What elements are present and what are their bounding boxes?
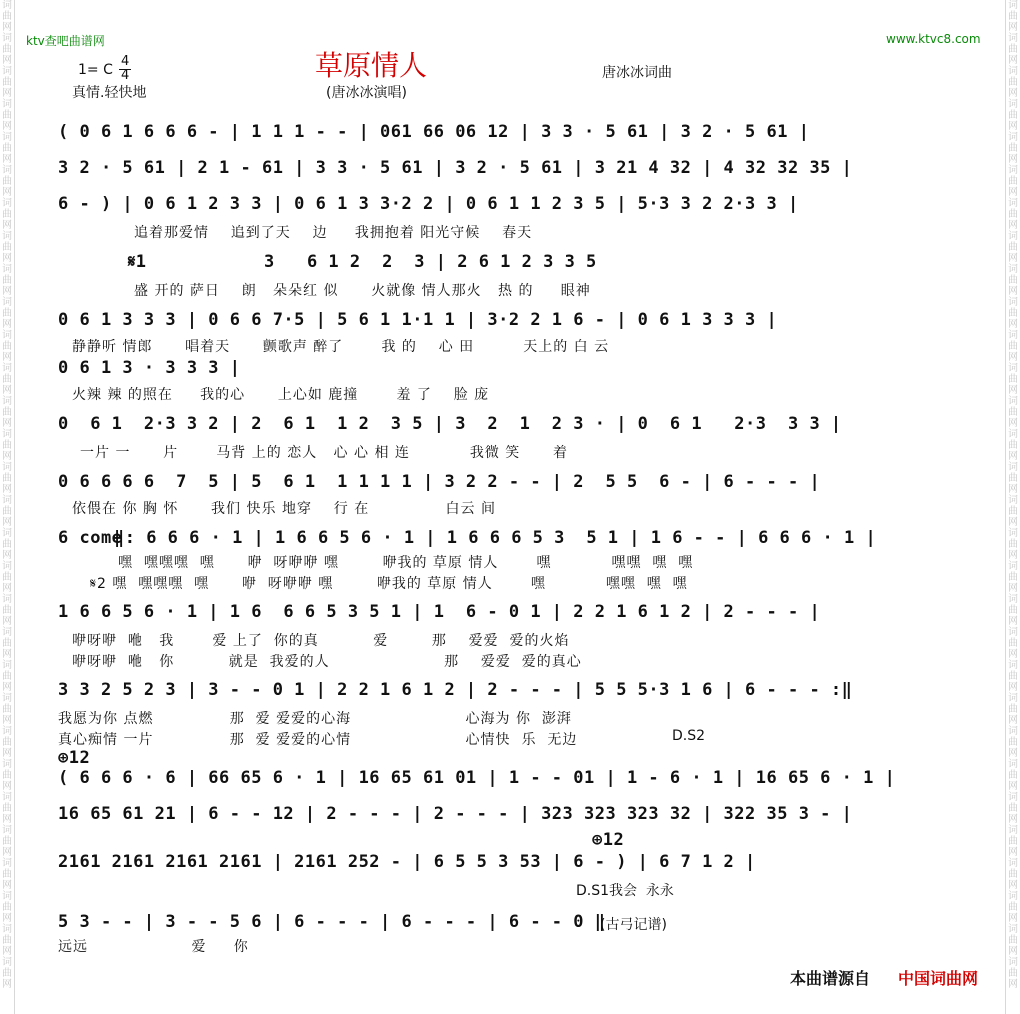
- transcriber-note: (古弓记谱): [600, 917, 667, 933]
- watermark-char: 网: [2, 121, 12, 132]
- watermark-char: 曲: [1008, 572, 1018, 583]
- watermark-char: 词: [1008, 330, 1018, 341]
- watermark-char: 网: [1008, 385, 1018, 396]
- watermark-char: 网: [1008, 847, 1018, 858]
- watermark-char: 曲: [1008, 770, 1018, 781]
- watermark-char: 网: [1008, 88, 1018, 99]
- watermark-char: 网: [2, 22, 12, 33]
- watermark-char: 曲: [1008, 638, 1018, 649]
- watermark-char: 曲: [2, 341, 12, 352]
- watermark-char: 网: [2, 484, 12, 495]
- watermark-char: 词: [1008, 891, 1018, 902]
- watermark-char: 网: [2, 451, 12, 462]
- lyric-row-10b: 咿呀咿 咃 你 就是 我爱的人 那 爱爱 爱的真心: [72, 654, 582, 670]
- watermark-char: 网: [1008, 220, 1018, 231]
- watermark-char: 词: [2, 924, 12, 935]
- watermark-char: 网: [2, 748, 12, 759]
- watermark-char: 词: [1008, 165, 1018, 176]
- watermark-char: 词: [2, 528, 12, 539]
- watermark-char: 网: [2, 253, 12, 264]
- watermark-char: 曲: [1008, 143, 1018, 154]
- watermark-char: 网: [2, 913, 12, 924]
- watermark-char: 网: [2, 55, 12, 66]
- watermark-char: 网: [2, 418, 12, 429]
- watermark-char: 网: [2, 946, 12, 957]
- watermark-char: 网: [2, 814, 12, 825]
- watermark-char: 网: [1008, 880, 1018, 891]
- watermark-char: 词: [2, 726, 12, 737]
- watermark-char: 曲: [1008, 242, 1018, 253]
- watermark-char: 网: [2, 583, 12, 594]
- watermark-char: 词: [1008, 693, 1018, 704]
- watermark-char: 曲: [2, 308, 12, 319]
- watermark-char: 曲: [1008, 209, 1018, 220]
- score-row-5: 0 6 1 3 3 3 | 0 6 6 7·5 | 5 6 1 1·1 1 | 3·2 2 1 6 - | 0 6 1 3 3 3 |: [58, 310, 778, 330]
- watermark-char: 网: [2, 154, 12, 165]
- watermark-char: 网: [1008, 451, 1018, 462]
- watermark-char: 词: [1008, 198, 1018, 209]
- watermark-char: 词: [1008, 594, 1018, 605]
- watermark-char: 网: [1008, 484, 1018, 495]
- watermark-char: 词: [1008, 264, 1018, 275]
- watermark-char: 曲: [2, 968, 12, 979]
- watermark-char: 曲: [2, 374, 12, 385]
- watermark-char: 词: [2, 858, 12, 869]
- watermark-char: 词: [1008, 495, 1018, 506]
- score-row-12: ( 6 6 6 · 6 | 66 65 6 · 1 | 16 65 61 01 | 1 - - 01 | 1 - 6 · 1 | 16 65 6 · 1 |: [58, 768, 896, 788]
- score-row-9: ‖: 6 6 6 · 1 | 1 6 6 5 6 · 1 | 1 6 6 6 5 3 5 1 | 1 6 - - | 6 6 6 · 1 |: [114, 528, 877, 548]
- watermark-char: 曲: [1008, 11, 1018, 22]
- watermark-char: 词: [2, 594, 12, 605]
- watermark-char: 词: [2, 957, 12, 968]
- lyric-row-10a: 咿呀咿 咃 我 爱 上了 你的真 爱 那 爱爱 爱的火焰: [72, 633, 570, 649]
- score-row-14: 2161 2161 2161 2161 | 2161 252 - | 6 5 5 3 53 | 6 - ) | 6 7 1 2 |: [58, 852, 756, 872]
- watermark-char: 网: [1008, 814, 1018, 825]
- watermark-char: 词: [2, 693, 12, 704]
- watermark-char: 词: [1008, 363, 1018, 374]
- watermark-char: 词: [2, 792, 12, 803]
- song-title: 草原情人: [315, 49, 428, 82]
- watermark-char: 词: [2, 396, 12, 407]
- score-row-7: 0 6 1 2·3 3 2 | 2 6 1 1 2 3 5 | 3 2 1 2 3 · | 0 6 1 2·3 3 3 |: [58, 414, 842, 434]
- watermark-char: 网: [2, 682, 12, 693]
- watermark-char: 曲: [2, 407, 12, 418]
- lyric-row-6: 火辣 辣 的照在 我的心 上心如 鹿撞 羞 了 脸 庞: [72, 387, 490, 403]
- watermark-char: 词: [1008, 957, 1018, 968]
- site-url-right[interactable]: www.ktvc8.com: [886, 32, 981, 46]
- watermark-char: 曲: [1008, 704, 1018, 715]
- watermark-char: 网: [1008, 715, 1018, 726]
- watermark-char: 词: [2, 462, 12, 473]
- watermark-char: 曲: [2, 935, 12, 946]
- watermark-char: 曲: [1008, 671, 1018, 682]
- watermark-char: 曲: [1008, 836, 1018, 847]
- watermark-char: 词: [1008, 99, 1018, 110]
- watermark-char: 网: [2, 550, 12, 561]
- watermark-char: 词: [1008, 858, 1018, 869]
- watermark-char: 词: [2, 363, 12, 374]
- watermark-char: 曲: [2, 506, 12, 517]
- watermark-char: 曲: [1008, 341, 1018, 352]
- coda-mark-1: ⊕12: [58, 748, 91, 768]
- time-signature-top: 4: [121, 54, 130, 69]
- watermark-char: 曲: [2, 143, 12, 154]
- watermark-char: 词: [2, 165, 12, 176]
- watermark-char: 曲: [1008, 506, 1018, 517]
- watermark-char: 曲: [2, 209, 12, 220]
- watermark-char: 曲: [2, 440, 12, 451]
- watermark-char: 网: [2, 847, 12, 858]
- watermark-char: 词: [2, 99, 12, 110]
- watermark-char: 网: [2, 715, 12, 726]
- watermark-char: 网: [1008, 682, 1018, 693]
- watermark-char: 词: [1008, 231, 1018, 242]
- score-row-6: 0 6 1 3 · 3 3 3 |: [58, 358, 241, 378]
- lyric-row-4: 盛 开的 萨日 朗 朵朵红 似 火就像 情人那火 热 的 眼神: [134, 283, 591, 299]
- lyric-row-7: 一片 一 片 马背 上的 恋人 心 心 相 连 我微 笑 着: [80, 445, 569, 461]
- watermark-char: 词: [2, 198, 12, 209]
- watermark-char: 曲: [2, 242, 12, 253]
- watermark-char: 曲: [1008, 77, 1018, 88]
- lyric-row-5: 静静听 情郎 唱着天 颤歌声 醉了 我 的 心 田 天上的 白 云: [72, 339, 610, 355]
- watermark-char: 网: [1008, 616, 1018, 627]
- watermark-char: 曲: [2, 671, 12, 682]
- watermark-char: 曲: [1008, 110, 1018, 121]
- site-name-left[interactable]: ktv查吧曲谱网: [26, 34, 105, 48]
- score-row-3: 6 - ) | 0 6 1 2 3 3 | 0 6 1 3 3·2 2 | 0 6 1 1 2 3 5 | 5·3 3 2 2·3 3 |: [58, 194, 799, 214]
- watermark-char: 曲: [1008, 308, 1018, 319]
- source-site-link[interactable]: 中国词曲网: [898, 969, 979, 988]
- score-row-11: 3 3 2 5 2 3 | 3 - - 0 1 | 2 2 1 6 1 2 | 2 - - - | 5 5 5·3 1 6 | 6 - - - :‖: [58, 680, 853, 700]
- watermark-char: 曲: [2, 572, 12, 583]
- watermark-char: 网: [2, 319, 12, 330]
- watermark-char: 网: [2, 781, 12, 792]
- watermark-char: 曲: [1008, 737, 1018, 748]
- watermark-char: 网: [1008, 286, 1018, 297]
- watermark-char: 词: [1008, 660, 1018, 671]
- score-row-9-lead: 6 come: [58, 528, 123, 548]
- watermark-char: 词: [1008, 528, 1018, 539]
- watermark-char: 曲: [1008, 869, 1018, 880]
- watermark-char: 词: [1008, 627, 1018, 638]
- watermark-char: 词: [1008, 132, 1018, 143]
- watermark-char: 网: [1008, 55, 1018, 66]
- watermark-char: 词: [2, 825, 12, 836]
- score-row-1: ( 0 6 1 6 6 6 - | 1 1 1 - - | 061 66 06 12 | 3 3 · 5 61 | 3 2 · 5 61 |: [58, 122, 810, 142]
- lyric-row-11a: 我愿为你 点燃 那 爱 爱爱的心海 心海为 你 澎湃: [58, 711, 572, 727]
- watermark-char: 曲: [2, 110, 12, 121]
- watermark-char: 词: [2, 0, 12, 11]
- watermark-char: 曲: [2, 44, 12, 55]
- watermark-char: 曲: [1008, 473, 1018, 484]
- watermark-char: 曲: [1008, 803, 1018, 814]
- watermark-char: 词: [2, 561, 12, 572]
- watermark-char: 曲: [2, 803, 12, 814]
- watermark-char: 曲: [2, 176, 12, 187]
- watermark-char: 曲: [2, 539, 12, 550]
- key-signature: 1= C: [78, 62, 113, 78]
- watermark-char: 网: [1008, 22, 1018, 33]
- time-signature-bottom: 4: [121, 68, 130, 83]
- lyric-row-9b: 𝄋2 嘿 嘿嘿嘿 嘿 咿 呀咿咿 嘿 咿我的 草原 情人 嘿 嘿嘿 嘿 嘿: [90, 576, 688, 592]
- watermark-char: 词: [1008, 33, 1018, 44]
- right-watermark-strip: [1005, 0, 1020, 1014]
- watermark-char: 词: [2, 660, 12, 671]
- watermark-char: 曲: [1008, 374, 1018, 385]
- watermark-char: 曲: [1008, 902, 1018, 913]
- watermark-char: 词: [2, 759, 12, 770]
- watermark-char: 网: [1008, 517, 1018, 528]
- watermark-char: 网: [2, 286, 12, 297]
- watermark-char: 曲: [2, 770, 12, 781]
- watermark-char: 曲: [2, 836, 12, 847]
- source-label: 本曲谱源自: [790, 969, 871, 988]
- watermark-char: 词: [2, 495, 12, 506]
- watermark-char: 网: [1008, 781, 1018, 792]
- watermark-char: 曲: [1008, 968, 1018, 979]
- watermark-char: 词: [1008, 297, 1018, 308]
- watermark-char: 网: [1008, 352, 1018, 363]
- watermark-char: 网: [1008, 253, 1018, 264]
- lyric-row-11b: 真心痴情 一片 那 爱 爱爱的心情 心情快 乐 无边: [58, 732, 578, 748]
- score-row-4: 3 6 1 2 2 3 | 2 6 1 2 3 3 5: [264, 252, 597, 272]
- score-row-10: 1 6 6 5 6 · 1 | 1 6 6 6 5 3 5 1 | 1 6 - 0 1 | 2 2 1 6 1 2 | 2 - - - |: [58, 602, 821, 622]
- watermark-char: 词: [1008, 0, 1018, 11]
- lyric-row-3: 追着那爱情 追到了天 边 我拥抱着 阳光守候 春天: [134, 225, 533, 241]
- score-row-13: 16 65 61 21 | 6 - - 12 | 2 - - - | 2 - - - | 323 323 323 32 | 322 35 3 - |: [58, 804, 853, 824]
- dal-segno-1: D.S1我会 永永: [576, 883, 674, 899]
- watermark-char: 网: [2, 187, 12, 198]
- watermark-char: 词: [2, 891, 12, 902]
- watermark-char: 词: [1008, 462, 1018, 473]
- watermark-char: 词: [1008, 396, 1018, 407]
- watermark-char: 曲: [1008, 935, 1018, 946]
- watermark-char: 曲: [2, 77, 12, 88]
- watermark-char: 网: [1008, 154, 1018, 165]
- watermark-char: 曲: [2, 275, 12, 286]
- watermark-char: 词: [2, 264, 12, 275]
- watermark-char: 网: [1008, 121, 1018, 132]
- watermark-char: 网: [1008, 187, 1018, 198]
- watermark-char: 网: [1008, 748, 1018, 759]
- watermark-char: 曲: [2, 605, 12, 616]
- tempo-mood: 真情.轻快地: [72, 85, 147, 101]
- watermark-char: 词: [2, 33, 12, 44]
- watermark-char: 网: [2, 88, 12, 99]
- watermark-char: 网: [2, 385, 12, 396]
- watermark-char: 曲: [1008, 539, 1018, 550]
- watermark-char: 网: [1008, 946, 1018, 957]
- watermark-char: 词: [2, 132, 12, 143]
- watermark-char: 曲: [2, 11, 12, 22]
- watermark-char: 词: [2, 627, 12, 638]
- watermark-char: 曲: [2, 737, 12, 748]
- watermark-char: 曲: [2, 704, 12, 715]
- watermark-char: 网: [2, 220, 12, 231]
- watermark-char: 曲: [1008, 176, 1018, 187]
- watermark-char: 词: [2, 429, 12, 440]
- performer-subtitle: (唐冰冰演唱): [326, 85, 407, 101]
- lyric-row-15: 远远 爱 你: [58, 939, 249, 955]
- watermark-char: 词: [1008, 726, 1018, 737]
- watermark-char: 曲: [1008, 407, 1018, 418]
- watermark-char: 网: [2, 517, 12, 528]
- watermark-char: 词: [2, 330, 12, 341]
- watermark-char: 曲: [1008, 440, 1018, 451]
- watermark-char: 曲: [1008, 605, 1018, 616]
- watermark-char: 曲: [1008, 44, 1018, 55]
- watermark-char: 词: [1008, 759, 1018, 770]
- lyric-row-9a: 嘿 嘿嘿嘿 嘿 咿 呀咿咿 嘿 咿我的 草原 情人 嘿 嘿嘿 嘿 嘿: [118, 555, 694, 571]
- watermark-char: 网: [2, 880, 12, 891]
- watermark-char: 网: [2, 979, 12, 990]
- coda-mark-2: ⊕12: [592, 830, 625, 850]
- watermark-char: 词: [2, 231, 12, 242]
- watermark-char: 曲: [2, 902, 12, 913]
- watermark-char: 曲: [2, 869, 12, 880]
- watermark-char: 网: [2, 616, 12, 627]
- watermark-char: 网: [2, 352, 12, 363]
- segno-1-mark: 𝄋1: [128, 252, 147, 272]
- watermark-char: 词: [1008, 66, 1018, 77]
- watermark-char: 词: [1008, 792, 1018, 803]
- watermark-char: 词: [1008, 561, 1018, 572]
- watermark-char: 网: [1008, 583, 1018, 594]
- watermark-char: 词: [1008, 924, 1018, 935]
- watermark-char: 词: [2, 66, 12, 77]
- watermark-char: 词: [1008, 429, 1018, 440]
- watermark-char: 曲: [2, 473, 12, 484]
- watermark-char: 词: [2, 297, 12, 308]
- credit-line: 唐冰冰词曲: [602, 65, 672, 81]
- watermark-char: 词: [1008, 825, 1018, 836]
- watermark-char: 曲: [1008, 275, 1018, 286]
- score-row-15: 5 3 - - | 3 - - 5 6 | 6 - - - | 6 - - - | 6 - - 0 ‖: [58, 912, 606, 932]
- score-row-2: 3 2 · 5 61 | 2 1 - 61 | 3 3 · 5 61 | 3 2 · 5 61 | 3 21 4 32 | 4 32 32 35 |: [58, 158, 853, 178]
- dal-segno-2: D.S2: [672, 728, 706, 744]
- watermark-char: 网: [1008, 979, 1018, 990]
- watermark-char: 网: [1008, 319, 1018, 330]
- watermark-char: 网: [1008, 418, 1018, 429]
- lyric-row-8: 依偎在 你 胸 怀 我们 快乐 地穿 行 在 白云 间: [72, 501, 496, 517]
- watermark-char: 曲: [2, 638, 12, 649]
- score-row-8: 0 6 6 6 6 7 5 | 5 6 1 1 1 1 1 | 3 2 2 - - | 2 5 5 6 - | 6 - - - |: [58, 472, 821, 492]
- watermark-char: 网: [2, 649, 12, 660]
- watermark-char: 网: [1008, 649, 1018, 660]
- watermark-char: 网: [1008, 913, 1018, 924]
- left-watermark-strip: [0, 0, 15, 1014]
- watermark-char: 网: [1008, 550, 1018, 561]
